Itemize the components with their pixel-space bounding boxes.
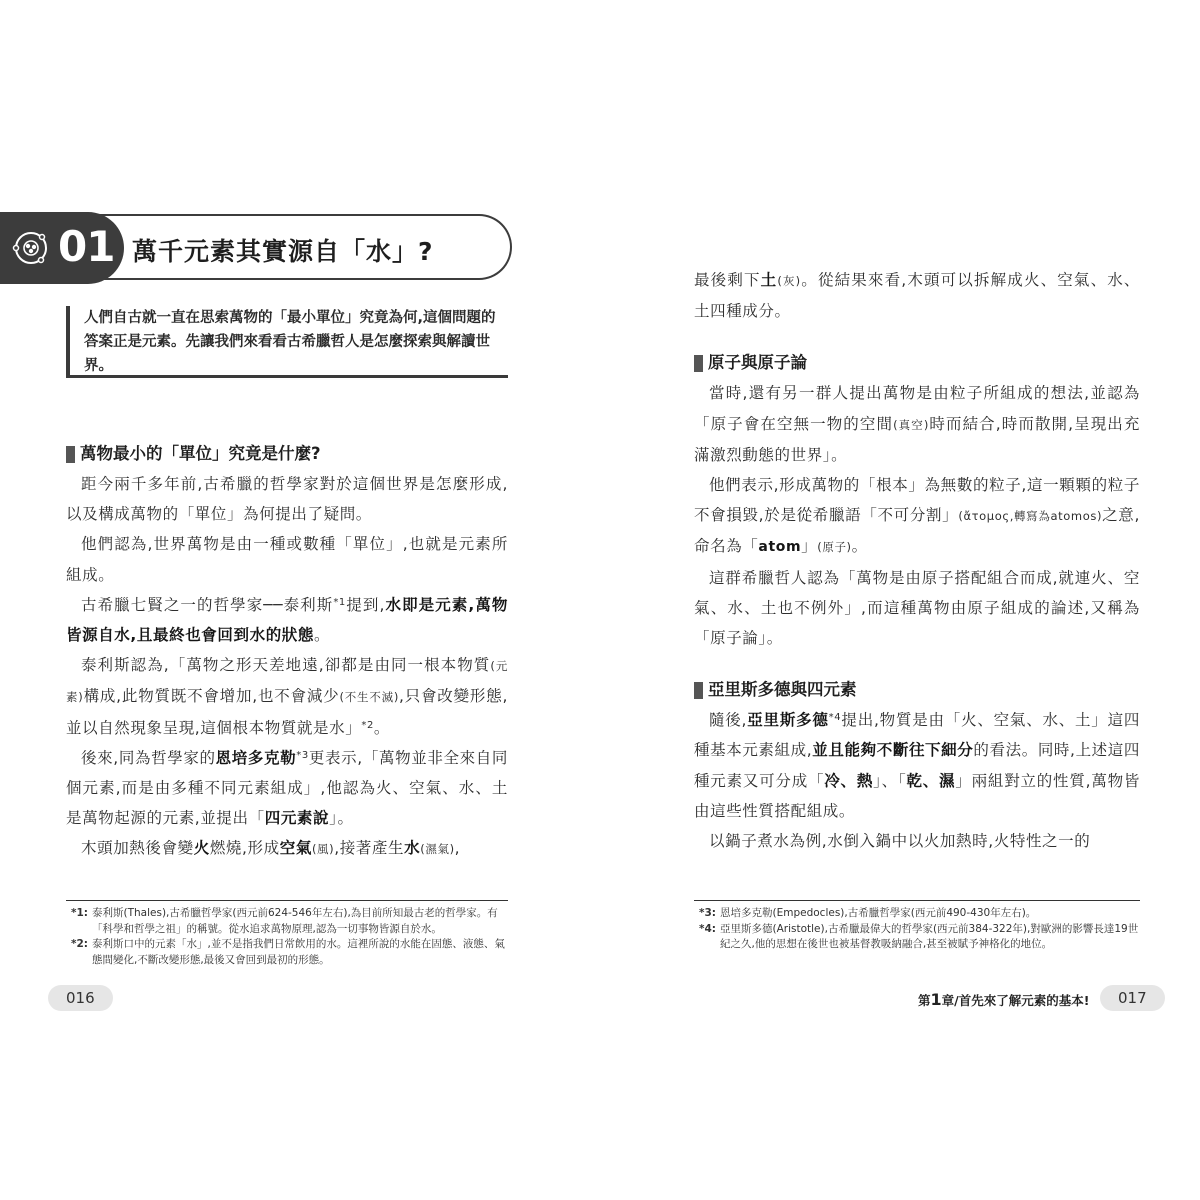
intro-text: 人們自古就一直在思索萬物的「最小單位」究竟為何,這個問題的答案正是元素。先讓我們來看看古希臘哲人是怎麼探索與解讀世界。 (84, 310, 496, 374)
page-number-left: 016 (48, 985, 113, 1011)
paragraph: 泰利斯認為,「萬物之形天差地遠,卻都是由同一根本物質(元素)構成,此物質既不會增加,也不會減少(不生不滅),只會改變形態,並以自然現象呈現,這個根本物質就是水」$^{*2}$。 (66, 656, 509, 737)
paragraph: 這群希臘哲人認為「萬物是由原子搭配組合而成,就連火、空氣、水、土也不例外」,而這種萬物由原子組成的論述,又稱為「原子論」。 (694, 568, 1140, 648)
section-heading (694, 348, 1140, 378)
paragraph: 後來,同為哲學家的恩培多克勒$^{*3}$更表示,「萬物並非全來自同個元素,而是由多種不同元素組成」,他認為火、空氣、水、土是萬物起源的元素,並提出「四元素說」。 (66, 748, 509, 828)
footnotes-right (694, 906, 1140, 953)
footnote: *2: 泰利斯口中的元素「水」,並不是指我們日常飲用的水。這裡所說的水能在固態、液態、氣態間變化,不斷改變形態,最後又會回到最初的形態。 (71, 938, 505, 966)
paragraph: 古希臘七賢之一的哲學家──泰利斯$^{*1}$提到,水即是元素,萬物皆源自水,且最終也會回到水的狀態。 (66, 595, 508, 645)
chapter-heading (0, 212, 514, 284)
footnote: *1: 泰利斯(Thales),古希臘哲學家(西元前624-546年左右),為目前所知最古老的哲學家。有「科學和哲學之祖」的稱號。從水追求萬物原理,認為一切事物皆源自於水。 (71, 907, 498, 935)
footnote-ref: *1 (333, 596, 346, 608)
section-title: 亞里斯多德與四元素 (708, 680, 857, 700)
atom-icon (8, 226, 54, 270)
left-body (66, 439, 508, 865)
paragraph: 以鍋子煮水為例,水倒入鍋中以火加熱時,火特性之一的 (709, 832, 1091, 851)
emphasis-text: atom (758, 539, 802, 556)
footnote-ref: *2 (361, 719, 374, 731)
section-title: 原子與原子論 (708, 353, 807, 373)
section-title: 萬物最小的「單位」究竟是什麼? (80, 443, 321, 463)
footnote: *3: 恩培多克勒(Empedocles),古希臘哲學家(西元前490-430年左右)。 (699, 907, 1037, 919)
section-marker (66, 446, 75, 463)
footnotes-left (66, 906, 508, 968)
paragraph: 距今兩千多年前,古希臘的哲學家對於這個世界是怎麼形成,以及構成萬物的「單位」為何提出了疑問。 (66, 475, 508, 524)
emphasis-text: 水即是元素,萬物皆源自水,且最終也會回到水的狀態 (66, 595, 508, 645)
paragraph: 他們表示,形成萬物的「根本」為無數的粒子,這一顆顆的粒子不會損毀,於是從希臘語「不可分割」(ἄτομος,轉寫為atomos)之意,命名為「atom」(原子)。 (694, 476, 1140, 556)
paragraph: 他們認為,世界萬物是由一種或數種「單位」,也就是元素所組成。 (66, 535, 508, 584)
footnote-ref: *4 (828, 712, 842, 724)
paragraph: 當時,還有另一群人提出萬物是由粒子所組成的想法,並認為「原子會在空無一物的空間(真空)時而結合,時而散開,呈現出充滿激烈動態的世界」。 (694, 384, 1140, 464)
paragraph: 木頭加熱後會變火燃燒,形成空氣(風),接著產生水(濕氣), (81, 839, 461, 858)
footnote: *4: 亞里斯多德(Aristotle),古希臘最偉大的哲學家(西元前384-322年),對歐洲的影響長達19世紀之久,他的思想在後世也被基督教吸納融合,甚至被賦予神格化的地位。 (699, 922, 1139, 950)
section-marker (694, 355, 703, 372)
paragraph: 最後剩下土(灰)。從結果來看,木頭可以拆解成火、空氣、水、土四種成分。 (694, 271, 1141, 321)
chapter-number: 01 (58, 222, 115, 271)
chapter-title: 萬千元素其實源自「水」? (132, 237, 434, 266)
section-heading (694, 675, 1140, 705)
running-head: 第1章/首先來了解元素的基本! (918, 990, 1090, 1009)
right-body (694, 265, 1140, 856)
section-marker (694, 682, 703, 699)
section-heading (66, 439, 508, 469)
footnote-divider (694, 900, 1140, 901)
footnote-ref: *3 (296, 749, 309, 761)
paragraph: 隨後,亞里斯多德$^{*4}$提出,物質是由「火、空氣、水、土」這四種基本元素組成,並且能夠不斷往下細分的看法。同時,上述這四種元素又可分成「冷、熱」、「乾、濕」兩組對立的性質,萬物皆由這些性質搭配組成。 (694, 711, 1140, 820)
emphasis-text: 恩培多克勒 (215, 748, 297, 767)
intro-box (66, 306, 508, 378)
emphasis-text: 四元素說 (264, 809, 330, 828)
footnote-divider (66, 900, 508, 901)
page-number-right: 017 (1100, 985, 1165, 1011)
